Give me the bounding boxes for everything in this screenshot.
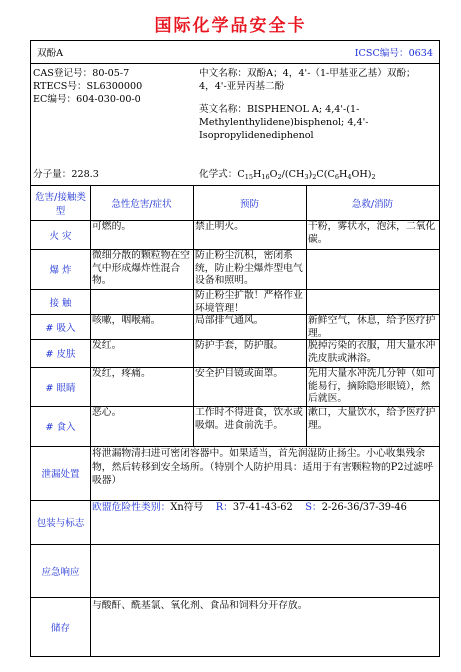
cell-prevention-skin: 防护手套，防护服。	[195, 340, 284, 351]
row-type-fire: 火 灾	[49, 230, 72, 242]
row-type-skin: # 皮肤	[45, 349, 76, 360]
chemical-name: 双酚A	[37, 48, 64, 59]
cell-prevention-explosion: 防止粉尘沉积，密闭系统，防止粉尘爆炸型电气设备和照明。	[195, 250, 303, 286]
chinese-name-line1: 中文名称：双酚A；4，4'-（1-甲基亚乙基）双酚；	[199, 68, 416, 79]
cell-prevention-inhalation: 局部排气通风。	[195, 315, 264, 326]
cell-first-aid-skin: 脱掉污染的衣服，用大量水冲洗皮肤或淋浴。	[308, 340, 436, 364]
storage-label: 储存	[50, 622, 70, 634]
header-prevention: 预防	[239, 198, 259, 210]
spill-label: 泄漏处置	[41, 469, 80, 480]
cell-prevention-eyes: 安全护目镜或面罩。	[195, 368, 284, 379]
ec-number: EC编号：604-030-00-0	[33, 94, 141, 105]
storage-text: 与酸酐、酰基氯、氧化剂、食品和饲料分开存放。	[92, 600, 308, 611]
english-name-line2: Methylenthylidene)bisphenol; 4,4'-	[199, 117, 369, 128]
english-name-line3: Isopropylidenediphenol	[199, 130, 314, 141]
cell-first-aid-inhalation: 新鲜空气，休息，给予医疗护理。	[308, 315, 436, 339]
header-symptoms: 急性危害/症状	[111, 198, 172, 210]
header-hazard-type: 危害/接触类型	[35, 191, 86, 217]
cell-symptoms-explosion: 微细分散的颗粒物在空气中形成爆炸性混合物。	[92, 250, 190, 286]
cell-prevention-contact: 防止粉尘扩散！严格作业环境管理！	[195, 290, 303, 314]
packaging-text: 欧盟危险性类别：Xn符号 R：37-41-43-62 S：2-26-36/37-39-46	[92, 502, 407, 513]
chinese-name-line2: 4，4'-亚异丙基二酚	[199, 81, 285, 92]
cell-symptoms-ingestion: 恶心。	[92, 407, 122, 418]
cell-first-aid-eyes: 先用大量水冲洗几分钟（如可能易行，摘除隐形眼镜），然后就医。	[308, 368, 436, 404]
icsc-number: ICSC编号：0634	[354, 48, 433, 59]
molecular-weight: 分子量：228.3	[33, 169, 99, 180]
row-type-eyes: # 眼睛	[45, 382, 76, 394]
row-type-ingestion: # 食入	[45, 422, 76, 433]
emergency-label: 应急响应	[41, 566, 80, 578]
english-name-line1: 英文名称：BISPHENOL A; 4,4'-(1-	[199, 104, 360, 115]
cell-symptoms-inhalation: 咳嗽，咽喉痛。	[92, 315, 161, 326]
packaging-label: 包装与标志	[36, 518, 85, 529]
rtecs-number: RTECS号：SL6300000	[33, 81, 143, 92]
card-title: 国际化学品安全卡	[154, 16, 307, 36]
chemical-formula: 化学式：$C_{15}H_{16}O_2/(CH_3)_2C(C_6H_4OH)_2$	[199, 169, 376, 181]
cell-symptoms-skin: 发红。	[92, 340, 122, 351]
cell-first-aid-fire: 干粉，雾状水，泡沫，二氧化碳。	[308, 221, 436, 245]
divider	[31, 63, 439, 64]
cell-prevention-ingestion: 工作时不得进食，饮水或吸烟。进食前洗手。	[195, 407, 303, 431]
cas-number: CAS登记号：80-05-7	[33, 68, 130, 79]
cell-first-aid-ingestion: 漱口，大量饮水，给予医疗护理。	[308, 407, 436, 431]
cell-symptoms-eyes: 发红，疼痛。	[92, 368, 151, 379]
safety-card	[30, 40, 440, 657]
row-type-explosion: 爆 炸	[49, 265, 72, 276]
spill-text: 将泄漏物清扫进可密闭容器中。如果适当，首先润湿防止扬尘。小心收集残余物，然后转移到安全场所。（特别个人防护用具：适用于有害颗粒物的P2过滤呼吸器）	[92, 448, 434, 486]
cell-symptoms-fire: 可燃的。	[92, 221, 132, 232]
row-type-contact: 接 触	[49, 297, 72, 309]
row-type-inhalation: # 吸入	[45, 322, 76, 334]
cell-prevention-fire: 禁止明火。	[195, 221, 244, 232]
header-first-aid: 急救/消防	[351, 198, 394, 210]
